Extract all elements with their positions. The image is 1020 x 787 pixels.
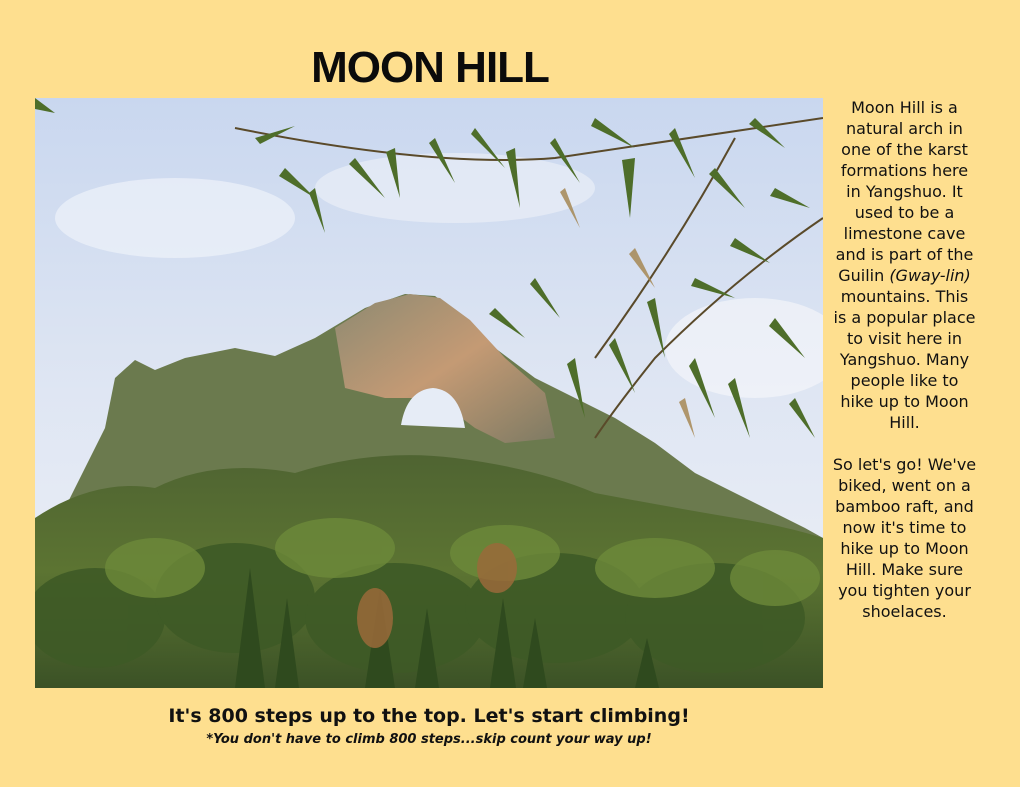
pronunciation: (Gway-lin) [889, 266, 971, 285]
description-text [832, 97, 977, 622]
description-paragraph-2: So let's go! We've biked, went on a bamboo raft, and now it's time to hike up to Moon Hill. Make sure you tighten your shoelaces. [832, 455, 977, 621]
moon-hill-illustration [35, 98, 823, 688]
description-paragraph-1 [832, 97, 977, 433]
note: *You don't have to climb 800 steps...skip count your way up! [206, 732, 652, 747]
description-part-2: mountains. This is a popular place to visit here in Yangshuo. Many people like to hike up to Moon Hill. [833, 287, 976, 432]
caption: It's 800 steps up to the top. Let's start climbing! [168, 705, 690, 727]
page-title: MOON HILL [311, 43, 549, 92]
moon-hill-photo [35, 98, 823, 688]
description-part-1: Moon Hill is a natural arch in one of the karst formations here in Yangshuo. It used to be a limestone cave and is part of the Guilin [835, 98, 974, 285]
